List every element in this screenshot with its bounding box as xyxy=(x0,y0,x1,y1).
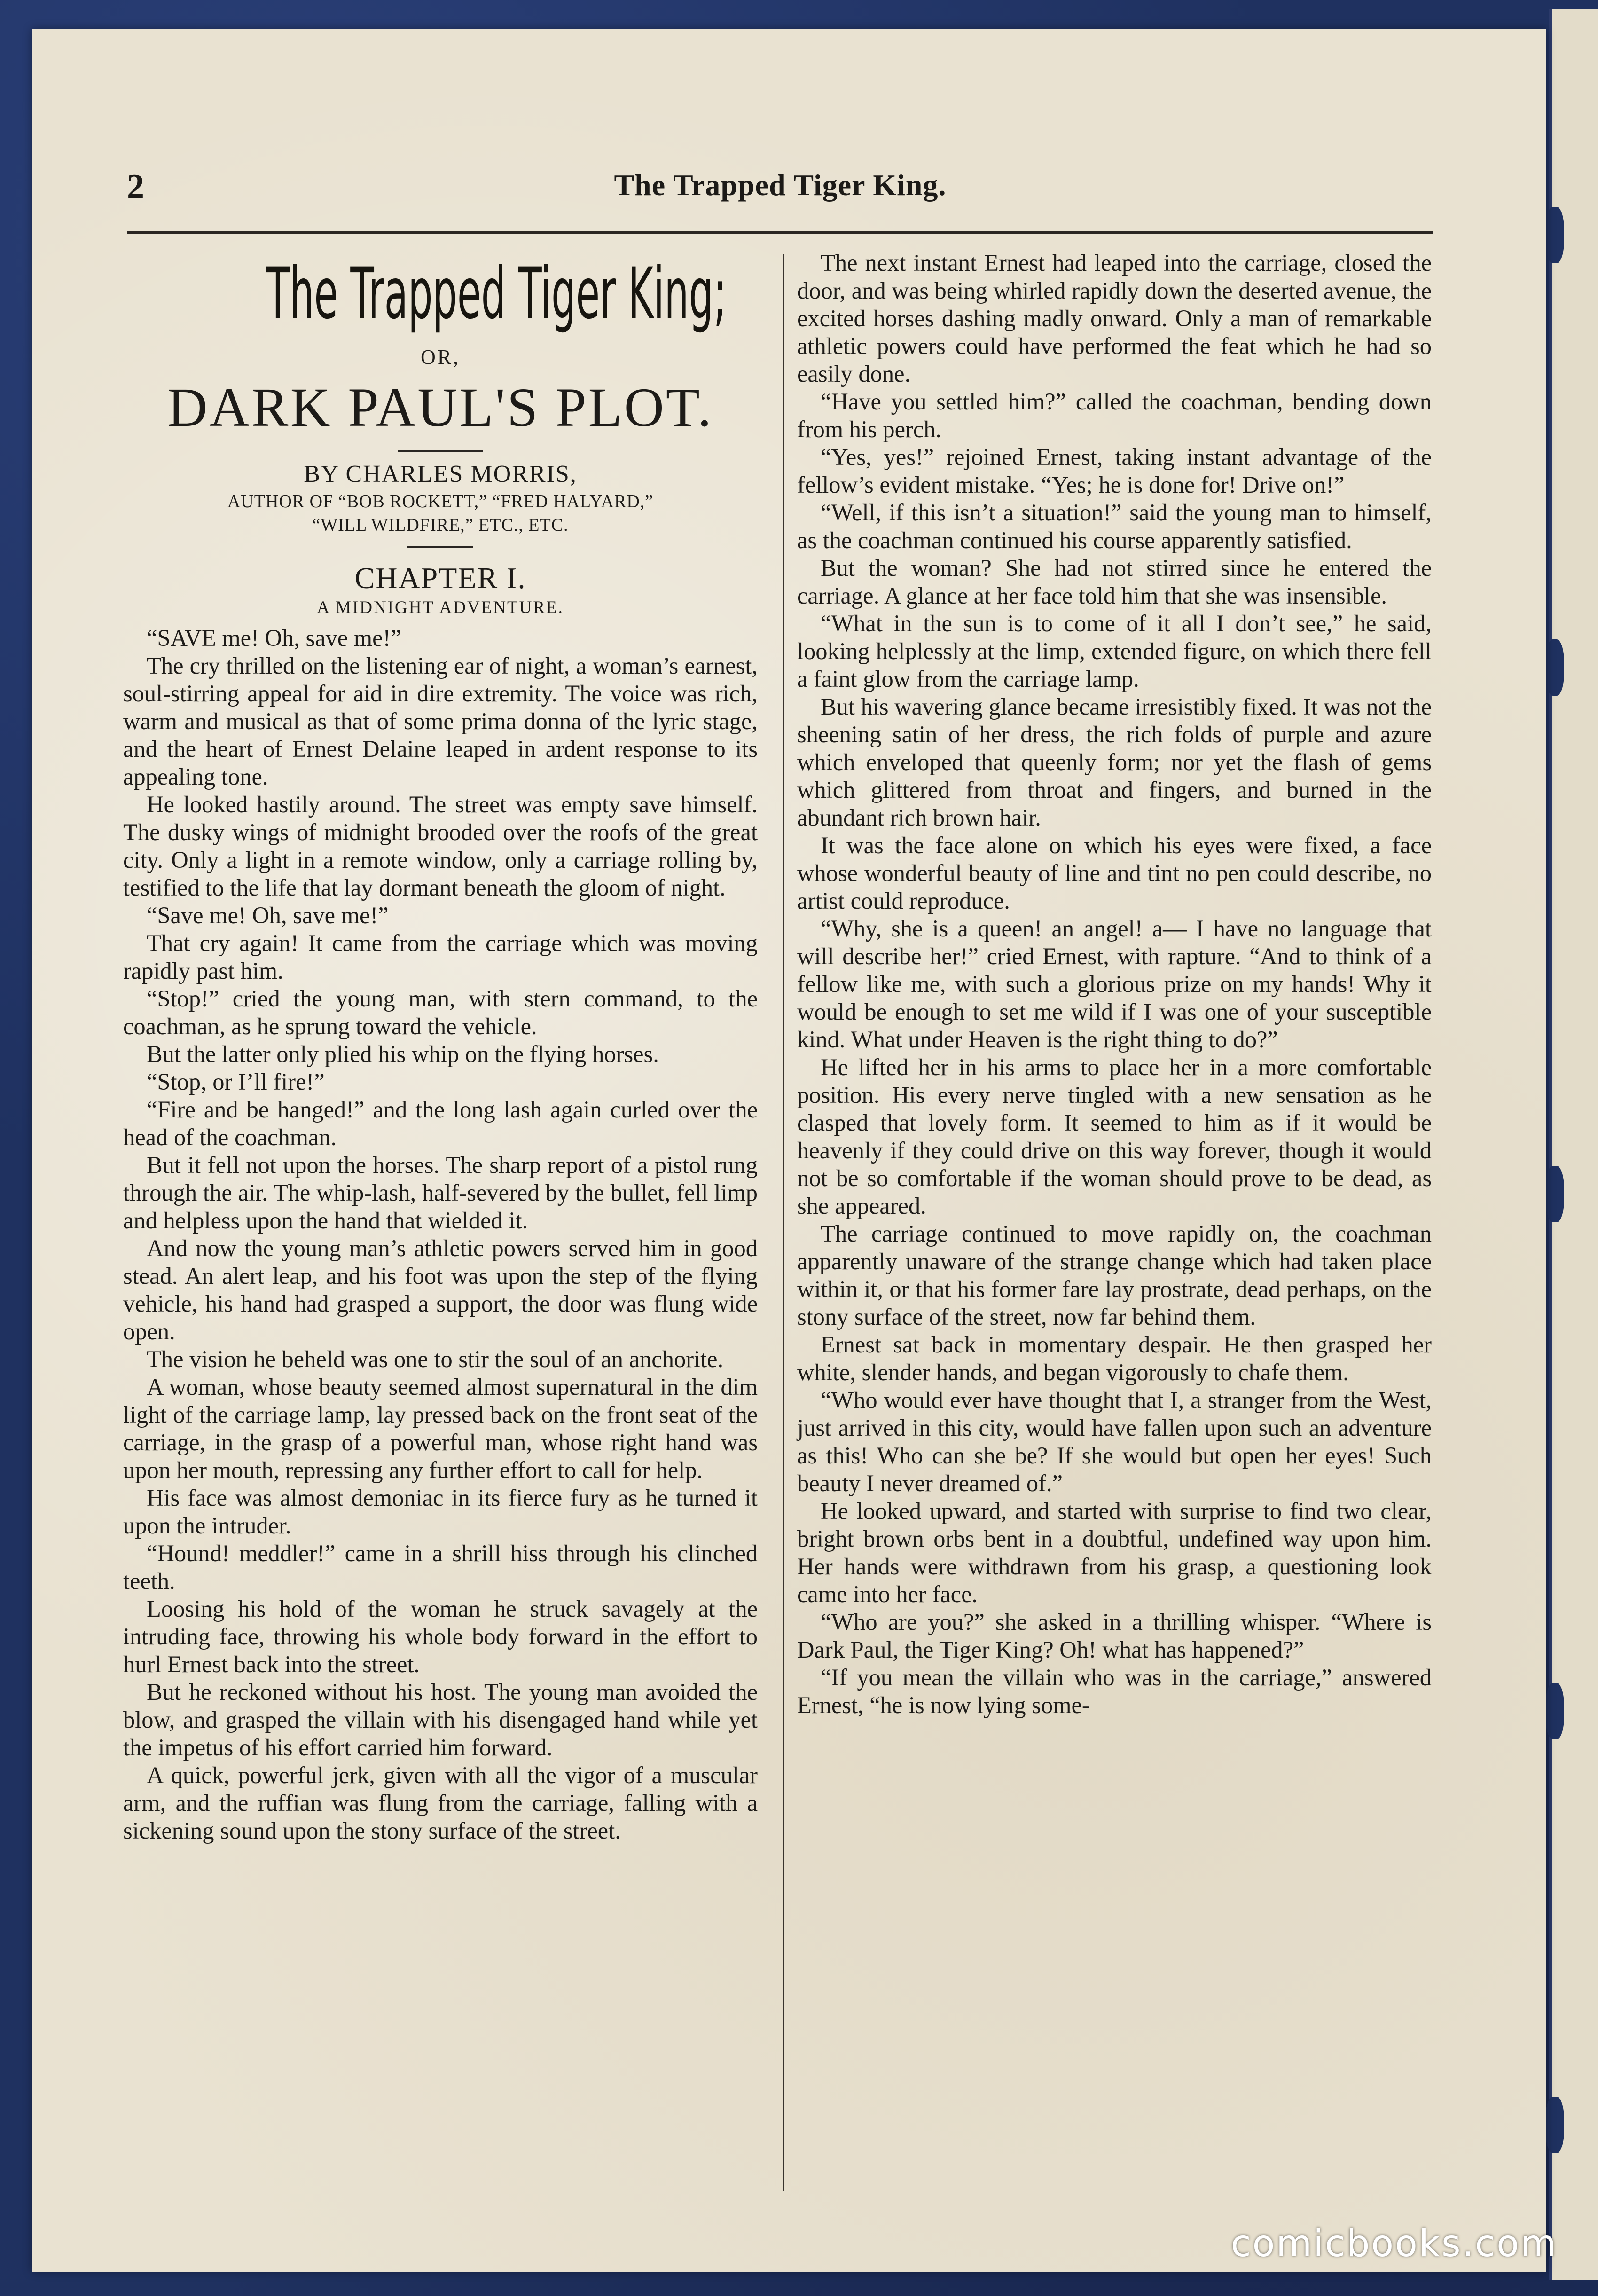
paragraph: The vision he beheld was one to stir the soul of an anchorite. xyxy=(147,1346,724,1372)
or-divider: OR, xyxy=(420,346,461,369)
paragraph: “Stop!” cried the young man, with stern command, to the coachman, as he sprung toward the vehicle. xyxy=(123,985,758,1039)
watermark: comicbooks.com xyxy=(1230,2223,1558,2265)
tear-mark xyxy=(1545,1166,1564,1222)
paragraph: “Stop, or I’ll fire!” xyxy=(147,1069,325,1095)
paragraph: He looked hastily around. The street was empty save himself. The dusky wings of midnight brooded over the roofs of the great city. Only a light in a remote window, only a carriage rolling by, testified to the life that lay dormant beneath the gloom of night. xyxy=(123,791,758,901)
chapter-subtitle: A MIDNIGHT ADVENTURE. xyxy=(317,598,564,617)
author-of-line-2: “WILL WILDFIRE,” ETC., ETC. xyxy=(312,515,569,535)
paragraph: And now the young man’s athletic powers served him in good stead. An alert leap, and his foot was upon the step of the flying vehicle, his hand had grasped a support, the door was flung wide open. xyxy=(123,1235,758,1345)
page-number: 2 xyxy=(127,167,144,206)
paragraph: But the latter only plied his whip on the flying horses. xyxy=(147,1041,659,1067)
paragraph: “Why, she is a queen! an angel! a— I have no language that will describe her!” cried Ernest, with rapture. “And to think of a fellow like me, with such a glorious prize on my hands! Why it would be enough to set me wild if I was one of your susceptible kind. What under Heaven is the right thing to do?” xyxy=(797,915,1432,1053)
right-column-text xyxy=(797,249,1432,1719)
paragraph: But his wavering glance became irresistibly fixed. It was not the sheening satin of her dress, the rich folds of purple and azure which enveloped that queenly form; nor yet the flash of gems which glittered from throat and fingers, and burned in the abundant rich brown hair. xyxy=(797,693,1432,831)
tear-mark xyxy=(1545,1683,1564,1739)
paragraph: Ernest sat back in momentary despair. He then grasped her white, slender hands, and began vigorously to chafe them. xyxy=(797,1331,1432,1385)
paragraph: “Yes, yes!” rejoined Ernest, taking instant advantage of the fellow’s evident mistake. “Yes; he is done for! Drive on!” xyxy=(797,444,1432,498)
left-column xyxy=(123,249,758,1845)
paragraph: He looked upward, and started with surprise to find two clear, bright brown orbs bent in a doubtful, undefined way upon him. Her hands were withdrawn from his grasp, a questioning look came into her face. xyxy=(797,1498,1432,1607)
left-column-text xyxy=(123,624,758,1845)
story-subtitle: DARK PAUL'S PLOT. xyxy=(167,377,713,438)
paragraph: Loosing his hold of the woman he struck savagely at the intruding face, throwing his whole body forward in the effort to hurl Ernest back into the street. xyxy=(123,1596,758,1677)
paragraph: “Have you settled him?” called the coachman, bending down from his perch. xyxy=(797,388,1432,442)
title-block xyxy=(123,254,758,621)
paragraph: A quick, powerful jerk, given with all the vigor of a muscular arm, and the ruffian was flung from the carriage, falling with a sickening sound upon the stony surface of the street. xyxy=(123,1762,758,1844)
byline-rule xyxy=(407,546,473,548)
column-rule xyxy=(783,254,784,2191)
paragraph: “Who would ever have thought that I, a stranger from the West, just arrived in this city, would have fallen upon such an adventure as this! Who can she be? If she would but open her eyes! Such beauty I never dreamed of.” xyxy=(797,1387,1432,1496)
tear-mark xyxy=(1545,639,1564,696)
paragraph: “Hound! meddler!” came in a shrill hiss through his clinched teeth. xyxy=(123,1540,758,1594)
paragraph: But the woman? She had not stirred since he entered the carriage. A glance at her face told him that she was insensible. xyxy=(797,555,1432,609)
tear-mark xyxy=(1545,2097,1564,2153)
paragraph: “Save me! Oh, save me!” xyxy=(147,902,389,928)
paragraph: It was the face alone on which his eyes were fixed, a face whose wonderful beauty of line and tint no pen could describe, no artist could reproduce. xyxy=(797,832,1432,914)
page-header xyxy=(127,167,1434,223)
paragraph: “Well, if this isn’t a situation!” said the young man to himself, as the coachman continued his course apparently satisfied. xyxy=(797,499,1432,553)
paragraph: The carriage continued to move rapidly on, the coachman apparently unaware of the strange change which had taken place within it, or that his former fare lay prostrate, dead perhaps, on the stony surface of the street, now far behind them. xyxy=(797,1220,1432,1330)
paragraph: A woman, whose beauty seemed almost supernatural in the dim light of the carriage lamp, lay pressed back on the front seat of the carriage, in the grasp of a powerful man, whose right hand was upon her mouth, repressing any further effort to call for help. xyxy=(123,1374,758,1483)
chapter-heading: CHAPTER I. xyxy=(354,561,526,595)
paragraph: “Fire and be hanged!” and the long lash again curled over the head of the coachman. xyxy=(123,1096,758,1150)
paragraph: But he reckoned without his host. The young man avoided the blow, and grasped the villain with his disengaged hand while yet the impetus of his effort carried him forward. xyxy=(123,1679,758,1761)
paragraph: That cry again! It came from the carriage which was moving rapidly past him. xyxy=(123,930,758,984)
paragraph: He lifted her in his arms to place her in a more comfortable position. His every nerve tingled with a new sensation as he clasped that lovely form. It seemed to him as if it would be heavenly if they could drive on this way forever, though it would not be so comfortable if the woman should prove to be dead, as she appeared. xyxy=(797,1054,1432,1219)
running-title: The Trapped Tiger King. xyxy=(614,168,947,202)
paragraph: The next instant Ernest had leaped into the carriage, closed the door, and was being whirled rapidly down the deserted avenue, the excited horses dashing madly onward. Only a man of remarkable athletic powers could have performed the feat which he had so easily done. xyxy=(797,250,1432,387)
title-rule xyxy=(398,450,483,452)
right-column xyxy=(797,249,1432,1719)
tear-mark xyxy=(1545,207,1564,263)
paragraph: His face was almost demoniac in its fierce fury as he turned it upon the intruder. xyxy=(123,1485,758,1539)
author-of-line-1: AUTHOR OF “BOB ROCKETT,” “FRED HALYARD,” xyxy=(227,492,654,511)
paragraph: “Who are you?” she asked in a thrilling whisper. “Where is Dark Paul, the Tiger King? Oh! what has happened?” xyxy=(797,1609,1432,1663)
adjacent-page-edge xyxy=(1549,9,1598,2280)
story-title: The Trapped Tiger King; xyxy=(266,253,727,335)
paragraph: “If you mean the villain who was in the carriage,” answered Ernest, “he is now lying some- xyxy=(797,1664,1432,1718)
header-rule xyxy=(127,231,1434,234)
paragraph: “What in the sun is to come of it all I don’t see,” he said, looking helplessly at the limp, extended figure, on which there fell a faint glow from the carriage lamp. xyxy=(797,610,1432,692)
paragraph: The cry thrilled on the listening ear of night, a woman’s earnest, soul-stirring appeal for aid in dire extremity. The voice was rich, warm and musical as that of some prima donna of the lyric stage, and the heart of Ernest Delaine leaped in ardent response to its appealing tone. xyxy=(123,653,758,790)
byline: BY CHARLES MORRIS, xyxy=(304,461,577,488)
paragraph: “SAVE me! Oh, save me!” xyxy=(147,625,401,651)
paragraph: But it fell not upon the horses. The sharp report of a pistol rung through the air. The whip-lash, half-severed by the bullet, fell limp and helpless upon the hand that wielded it. xyxy=(123,1152,758,1234)
